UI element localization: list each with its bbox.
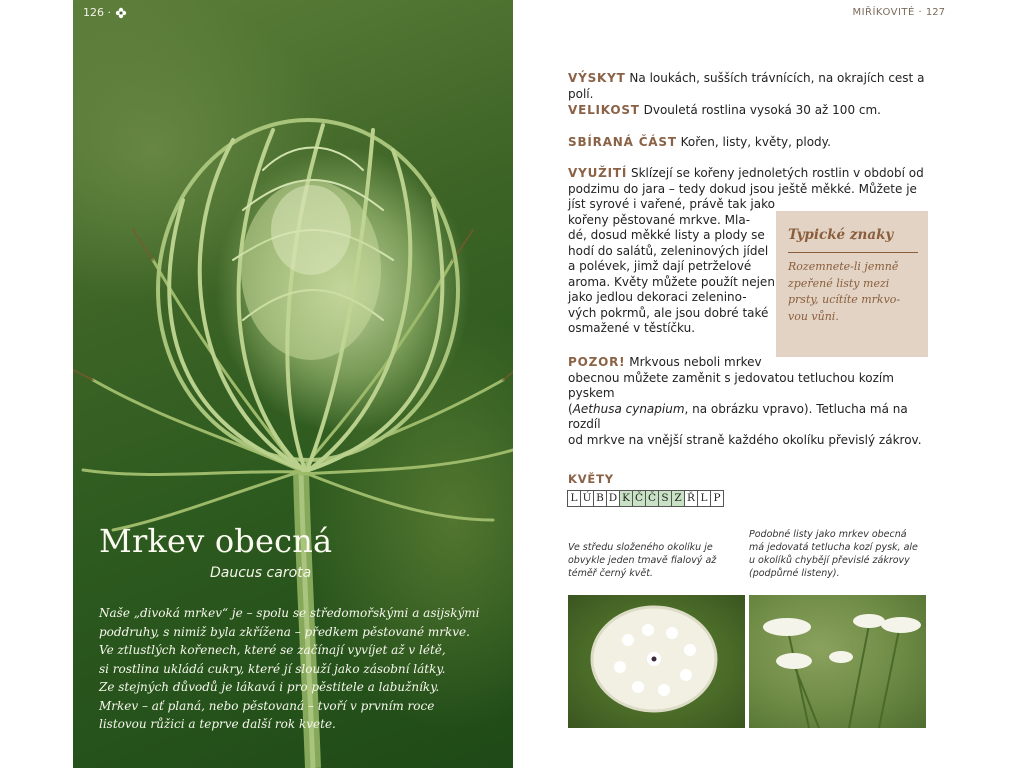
usage-line: podzimu do jara – tedy dokud jsou ještě měkké. Můžete je [568, 181, 917, 196]
fools-parsley-photo [749, 595, 926, 728]
plant-title: Mrkev obecná [99, 522, 333, 560]
typical-signs-line: zpeřené listy mezi [788, 276, 890, 290]
month-cell: L [567, 490, 581, 507]
warning-line: obecnou můžete zaměnit s jedovatou tetluchou kozím pyskem [568, 370, 894, 400]
usage-line: kořeny pěstované mrkve. Mla- [568, 212, 751, 227]
carrot-umbel-photo [568, 595, 745, 728]
right-page [513, 0, 953, 768]
month-cell: S [658, 490, 672, 507]
month-cell: Č [645, 490, 659, 507]
collected-part-paragraph [568, 135, 928, 151]
section-name: MIŘÍKOVITÉ · [852, 7, 923, 18]
collected-part-label: SBÍRANÁ ČÁST [568, 135, 677, 149]
month-cell: D [606, 490, 620, 507]
typical-signs-line: vou vůni. [788, 309, 839, 323]
typical-signs-title: Typické znaky [788, 227, 894, 243]
intro-line: Ve ztlustlých kořenech, které se začínají vyvíjet až v létě, [99, 643, 446, 657]
month-cell: Ř [684, 490, 698, 507]
flowering-months [568, 490, 724, 507]
occurrence-paragraph [568, 71, 928, 102]
size-text: Dvouletá rostlina vysoká 30 až 100 cm. [643, 103, 881, 117]
page-number-left [83, 6, 127, 19]
page-number-right: 127 [925, 7, 945, 18]
caption-left [568, 541, 743, 580]
caption-right [749, 528, 939, 580]
occurrence-text: Na loukách, sušších trávnících, na okrajích cest a polí. [568, 71, 925, 101]
usage-line: hodí do salátů, zeleninových jídel [568, 243, 769, 258]
caption-right-line: u okolíků chybějí převislé zákrovy [749, 555, 910, 566]
warning-latin: Aethusa cynapium [572, 401, 685, 416]
intro-line: Ze stejných důvodů je lákavá i pro pěstitele a labužníky. [99, 680, 440, 694]
intro-line: Mrkev – ať planá, nebo pěstovaná – tvoří v prvním roce [99, 698, 435, 713]
size-label: VELIKOST [568, 103, 640, 117]
left-page [73, 0, 513, 768]
warning-paragraph [568, 355, 938, 448]
intro-line: poddruhy, s nimiž byla zkřížena – předkem pěstované mrkve. [99, 624, 470, 639]
usage-line: jíst syrové i vařené, právě tak jako [568, 197, 775, 211]
typical-signs-divider [788, 252, 918, 253]
typical-signs-line: prsty, ucítíte mrkvo- [788, 293, 901, 306]
warning-line: Mrkvous neboli mrkev [629, 355, 762, 369]
intro-line: Naše „divoká mrkev“ je – spolu se středomořskými a asijskými [99, 606, 480, 620]
caption-left-line: obvykle jeden tmavě fialový až [568, 555, 717, 566]
fools-parsley-art [749, 595, 926, 728]
typical-signs-line: Rozemnete-li jemně [788, 260, 899, 273]
intro-line: listovou růžici a teprve další rok kvete. [99, 717, 336, 731]
flowering-label: KVĚTY [568, 472, 614, 486]
month-cell: Č [632, 490, 646, 507]
running-header [852, 7, 945, 18]
typical-signs-text [788, 259, 914, 325]
warning-paren-open: ( [568, 401, 573, 416]
carrot-umbel-art [568, 595, 745, 728]
caption-right-line: má jedovatá tetlucha kozí pysk, ale [749, 542, 918, 553]
page-number-left-text: 126 · [83, 6, 111, 19]
month-cell: L [697, 490, 711, 507]
plant-latin-name: Daucus carota [210, 565, 312, 581]
intro-line: si rostlina ukládá cukry, které jí slouží jako zásobní látky. [99, 661, 446, 676]
occurrence-label: VÝSKYT [568, 71, 626, 85]
usage-line: dé, dosud měkké listy a plody se [568, 228, 765, 242]
caption-left-line: téměř černý květ. [568, 568, 653, 579]
month-cell: Ú [580, 490, 594, 507]
caption-left-line: Ve středu složeného okolíku je [568, 542, 713, 553]
usage-line: a polévek, jimž dají petrželové [568, 259, 752, 273]
caption-right-line: Podobné listy jako mrkev obecná [749, 529, 907, 540]
usage-line: aroma. Květy můžete použít nejen [568, 274, 775, 289]
plant-intro [99, 604, 494, 734]
month-cell: K [619, 490, 633, 507]
warning-line: , na obrázku vpravo). Tetlucha má na rozdíl [568, 401, 908, 431]
usage-line: vých pokrmů, ale jsou dobré také [568, 305, 769, 320]
month-cell: B [593, 490, 607, 507]
collected-part-text: Kořen, listy, květy, plody. [680, 135, 831, 149]
flower-icon [115, 7, 127, 19]
caption-right-line: (podpůrné listeny). [749, 568, 840, 579]
month-cell: Z [671, 490, 685, 507]
usage-line: Sklízejí se kořeny jednoletých rostlin v období od [630, 166, 924, 180]
usage-line: jako jedlou dekoraci zelenino- [568, 290, 747, 304]
size-paragraph [568, 103, 928, 119]
usage-line: osmažené v těstíčku. [568, 321, 696, 335]
warning-line: od mrkve na vnější straně každého okolíku převislý zákrov. [568, 432, 922, 447]
usage-label: VYUŽITÍ [568, 166, 628, 180]
warning-label: POZOR! [568, 355, 626, 369]
typical-signs-box [776, 211, 928, 357]
month-cell: P [710, 490, 724, 507]
